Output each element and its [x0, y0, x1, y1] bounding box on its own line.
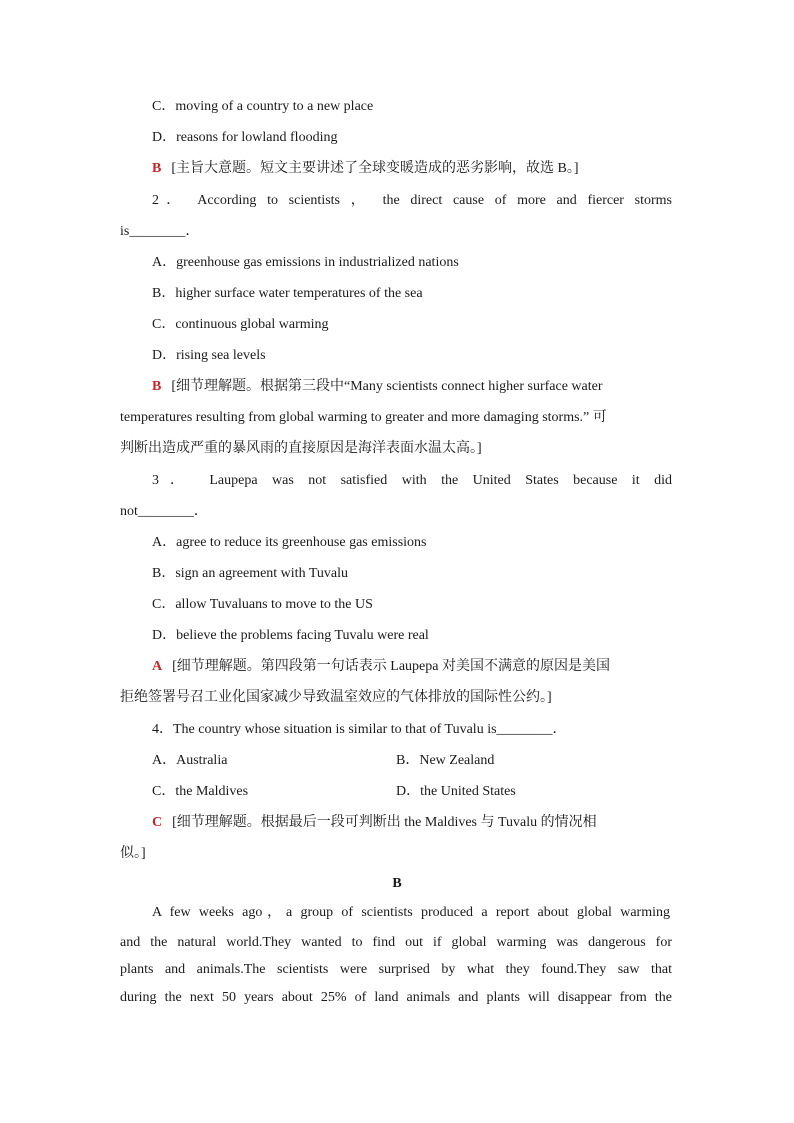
q4-stem: 4．The country whose situation is similar to that of Tuvalu is________．	[152, 722, 567, 737]
q3-answer-line	[152, 657, 610, 677]
q2-option-b: B．higher surface water temperatures of the sea	[152, 286, 423, 301]
q2-option-c: C．continuous global warming	[152, 317, 329, 332]
section-b-text3: plants and animals.The scientists were surprised by what they found.They saw that	[120, 962, 672, 977]
q3-answer-key: A	[152, 659, 163, 674]
section-b-paragraph-line1	[152, 903, 670, 923]
q2-answer-line	[152, 377, 603, 397]
q1-answer-key: B	[152, 161, 162, 176]
section-b-text1: A few weeks ago，a group of scientists produced a report about global warming	[152, 905, 670, 920]
q3-stem-line2: not________．	[120, 504, 208, 519]
section-b-paragraph-line2	[120, 933, 672, 953]
q4-option-c: C．the Maldives	[152, 784, 249, 799]
section-b-text2: and the natural world.They wanted to find out if global warming was dangerous for	[120, 935, 672, 950]
q2-explanation-line2: temperatures resulting from global warming to greater and more damaging storms.” 可	[120, 410, 607, 425]
q4-answer-key: C	[152, 815, 163, 830]
q4-option-b: B．New Zealand	[396, 753, 495, 768]
q2-option-d: D．rising sea levels	[152, 348, 266, 363]
q3-stem-text1: 3． Laupepa was not satisfied with the United States because it did	[152, 473, 672, 488]
q2-explanation-line3: 判断出造成严重的暴风雨的直接原因是海洋表面水温太高。]	[120, 441, 482, 456]
q4-option-a: A．Australia	[152, 753, 228, 768]
q3-explanation-line1: [细节理解题。第四段第一句话表示 Laupepa 对美国不满意的原因是美国	[172, 659, 610, 674]
section-b-text4: during the next 50 years about 25% of land animals and plants will disappear from the	[120, 990, 672, 1005]
q3-option-a: A．agree to reduce its greenhouse gas emissions	[152, 535, 427, 550]
q1-answer-line	[152, 159, 579, 179]
q4-answer-line	[152, 813, 597, 833]
q3-stem-line1	[152, 471, 672, 491]
q1-option-c: C．moving of a country to a new place	[152, 99, 374, 114]
q3-option-d: D．believe the problems facing Tuvalu were real	[152, 628, 429, 643]
q4-option-d: D．the United States	[396, 784, 516, 799]
q1-option-d: D．reasons for lowland flooding	[152, 130, 338, 145]
q3-option-b: B．sign an agreement with Tuvalu	[152, 566, 348, 581]
q2-explanation-line1: [细节理解题。根据第三段中“Many scientists connect higher surface water	[171, 379, 603, 394]
q3-explanation-line2: 拒绝签署号召工业化国家减少导致温室效应的气体排放的国际性公约。]	[120, 690, 552, 705]
q4-explanation-line1: [细节理解题。根据最后一段可判断出 the Maldives 与 Tuvalu 的情况相	[172, 815, 597, 830]
section-b-heading: B	[392, 876, 402, 891]
q4-explanation-line2: 似。]	[120, 846, 146, 861]
section-b-paragraph-line4	[120, 988, 672, 1008]
q2-option-a: A．greenhouse gas emissions in industrialized nations	[152, 255, 459, 270]
q2-answer-key: B	[152, 379, 162, 394]
q2-stem-text1: 2． According to scientists ， the direct cause of more and fiercer storms	[152, 193, 672, 208]
q1-explanation: [主旨大意题。短文主要讲述了全球变暖造成的恶劣影响，故选 B。]	[171, 161, 579, 176]
q2-stem-line2: is________．	[120, 224, 200, 239]
section-b-paragraph-line3	[120, 960, 672, 980]
q3-option-c: C．allow Tuvaluans to move to the US	[152, 597, 373, 612]
q2-stem-line1	[152, 191, 672, 211]
